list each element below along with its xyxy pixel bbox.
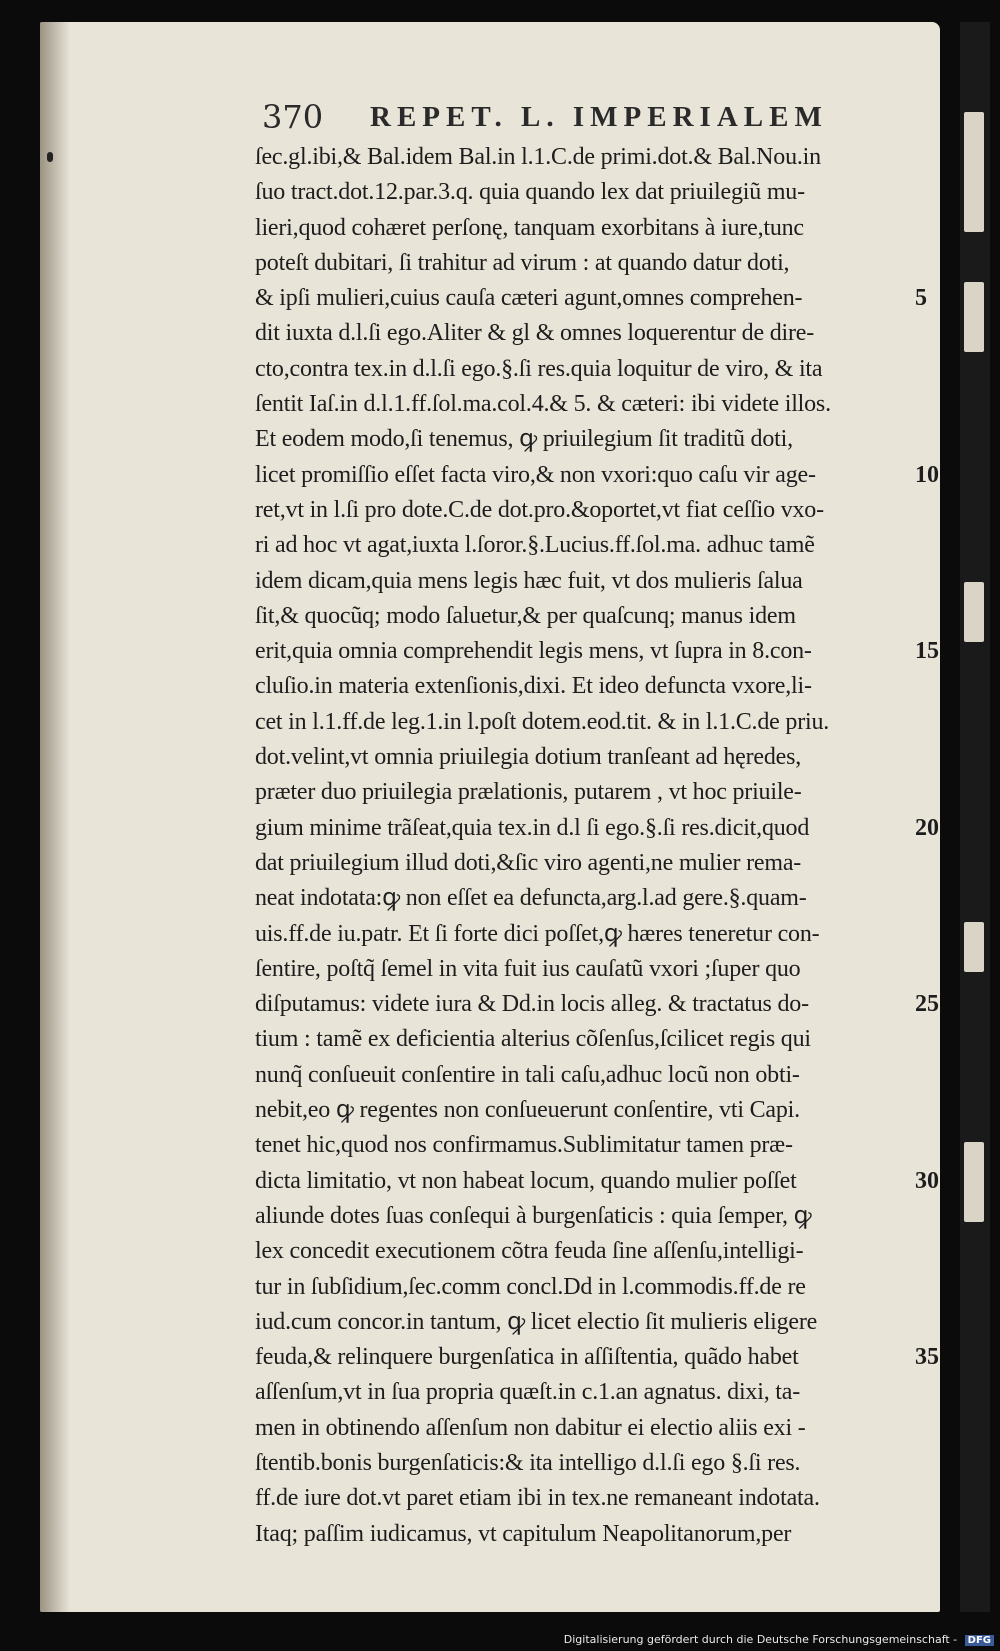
text-line: erit,quia omnia comprehendit legis mens, vt ſupra in 8.con- bbox=[255, 638, 812, 665]
line-number: 15 bbox=[915, 638, 939, 665]
text-line: diſputamus: videte iura & Dd.in locis alleg. & tractatus do- bbox=[255, 991, 809, 1018]
text-line: Itaq; paſſim iudicamus, vt capitulum Neapolitanorum,per bbox=[255, 1520, 792, 1547]
text-line: cto,contra tex.in d.l.ſi ego.§.ſi res.quia loquitur de viro, & ita bbox=[255, 355, 823, 382]
page-tab bbox=[964, 112, 984, 232]
text-line: lieri,quod cohæret perſonę, tanquam exorbitans à iure,tunc bbox=[255, 214, 804, 241]
text-line: ſit,& quocũq; modo ſaluetur,& per quaſcunq; manus idem bbox=[255, 602, 796, 629]
line-number: 20 bbox=[915, 814, 939, 841]
text-line: men in obtinendo aſſenſum non dabitur ei electio aliis exi - bbox=[255, 1414, 806, 1441]
page-tab bbox=[964, 922, 984, 972]
text-line: ſuo tract.dot.12.par.3.q. quia quando lex dat priuilegiũ mu- bbox=[255, 179, 805, 206]
text-line: dicta limitatio, vt non habeat locum, quando mulier poſſet bbox=[255, 1167, 797, 1194]
text-line: tium : tamẽ ex deficientia alterius cõſenſus,ſcilicet regis qui bbox=[255, 1026, 811, 1053]
text-line: Et eodem modo,ſi tenemus, ꝙ priuilegium ſit traditũ doti, bbox=[255, 426, 793, 453]
text-line: ff.de iure dot.vt paret etiam ibi in tex.ne remaneant indotata. bbox=[255, 1485, 820, 1512]
footer-credit bbox=[564, 1633, 994, 1647]
footer-text: Digitalisierung gefördert durch die Deutsche Forschungsgemeinschaft - bbox=[563, 1633, 958, 1646]
line-number: 25 bbox=[915, 991, 939, 1018]
body-text bbox=[255, 140, 915, 1552]
text-line: ri ad hoc vt agat,iuxta l.ſoror.§.Lucius.ff.ſol.ma. adhuc tamẽ bbox=[255, 532, 815, 559]
text-line: aliunde dotes ſuas conſequi à burgenſaticis : quia ſemper, ꝙ bbox=[255, 1202, 812, 1229]
text-line: ſtentib.bonis burgenſaticis:& ita intelligo d.l.ſi ego §.ſi res. bbox=[255, 1449, 801, 1476]
text-line: tur in ſubſidium,ſec.comm concl.Dd in l.commodis.ff.de re bbox=[255, 1273, 806, 1300]
text-line: præter duo priuilegia prælationis, putarem , vt hoc priuile- bbox=[255, 779, 802, 806]
page-header bbox=[262, 98, 862, 138]
running-head: REPET. L. IMPERIALEM bbox=[370, 101, 828, 133]
page-tab bbox=[964, 582, 984, 642]
text-line: aſſenſum,vt in ſua propria quæſt.in c.1.an agnatus. dixi, ta- bbox=[255, 1379, 801, 1406]
text-line: idem dicam,quia mens legis hæc fuit, vt dos mulieris ſalua bbox=[255, 567, 803, 594]
text-line: dot.velint,vt omnia priuilegia dotium tranſeant ad hęredes, bbox=[255, 744, 802, 771]
text-line: tenet hic,quod nos confirmamus.Sublimitatur tamen præ- bbox=[255, 1132, 793, 1159]
page-block-edge bbox=[960, 22, 990, 1612]
dfg-logo: DFG bbox=[965, 1635, 994, 1646]
text-line: dat priuilegium illud doti,&ſic viro agenti,ne mulier rema- bbox=[255, 849, 802, 876]
text-line: ſec.gl.ibi,& Bal.idem Bal.in l.1.C.de primi.dot.& Bal.Nou.in bbox=[255, 144, 821, 170]
text-line: nebit,eo ꝙ regentes non conſueuerunt conſentire, vti Capi. bbox=[255, 1097, 800, 1124]
ink-mark bbox=[47, 152, 53, 162]
text-line: cet in l.1.ff.de leg.1.in l.poſt dotem.eod.tit. & in l.1.C.de priu. bbox=[255, 708, 830, 735]
text-line: feuda,& relinquere burgenſatica in aſſiſtentia, quãdo habet bbox=[255, 1344, 799, 1371]
text-line: gium minime trãſeat,quia tex.in d.l ſi ego.§.ſi res.dicit,quod bbox=[255, 814, 810, 841]
line-number: 30 bbox=[915, 1167, 939, 1194]
line-number: 10 bbox=[915, 461, 939, 488]
text-line: ſentit Iaſ.in d.l.1.ff.ſol.ma.col.4.& 5. & cæteri: ibi videte illos. bbox=[255, 391, 831, 418]
text-line: ret,vt in l.ſi pro dote.C.de dot.pro.&oportet,vt fiat ceſſio vxo- bbox=[255, 496, 824, 523]
text-line: uis.ff.de iu.patr. Et ſi forte dici poſſet,ꝙ hæres teneretur con- bbox=[255, 920, 820, 947]
text-line: iud.cum concor.in tantum, ꝙ licet electio ſit mulieris eligere bbox=[255, 1308, 818, 1335]
text-line: licet promiſſio eſſet facta viro,& non vxori:quo caſu vir age- bbox=[255, 461, 816, 488]
text-line: lex concedit executionem cõtra feuda ſine aſſenſu,intelligi- bbox=[255, 1238, 804, 1265]
text-line: nunq̃ conſueuit conſentire in tali caſu,adhuc locũ non obti- bbox=[255, 1061, 800, 1088]
page-tab bbox=[964, 282, 984, 352]
line-number: 35 bbox=[915, 1344, 939, 1371]
text-line: cluſio.in materia extenſionis,dixi. Et ideo defuncta vxore,li- bbox=[255, 673, 812, 700]
text-line: dit iuxta d.l.ſi ego.Aliter & gl & omnes loquerentur de dire- bbox=[255, 320, 815, 347]
binding-gutter bbox=[40, 22, 70, 1612]
text-line: ſentire, poſtq̃ ſemel in vita fuit ius cauſatũ vxori ;ſuper quo bbox=[255, 955, 801, 982]
text-line: & ipſi mulieri,cuius cauſa cæteri agunt,omnes comprehen- bbox=[255, 285, 803, 312]
text-line: neat indotata:ꝙ non eſſet ea defuncta,arg.l.ad gere.§.quam- bbox=[255, 885, 807, 912]
text-line: poteſt dubitari, ſi trahitur ad virum : at quando datur doti, bbox=[255, 249, 790, 276]
page-number: 370 bbox=[262, 98, 324, 136]
page-tab bbox=[964, 1142, 984, 1222]
line-number: 5 bbox=[915, 285, 927, 312]
